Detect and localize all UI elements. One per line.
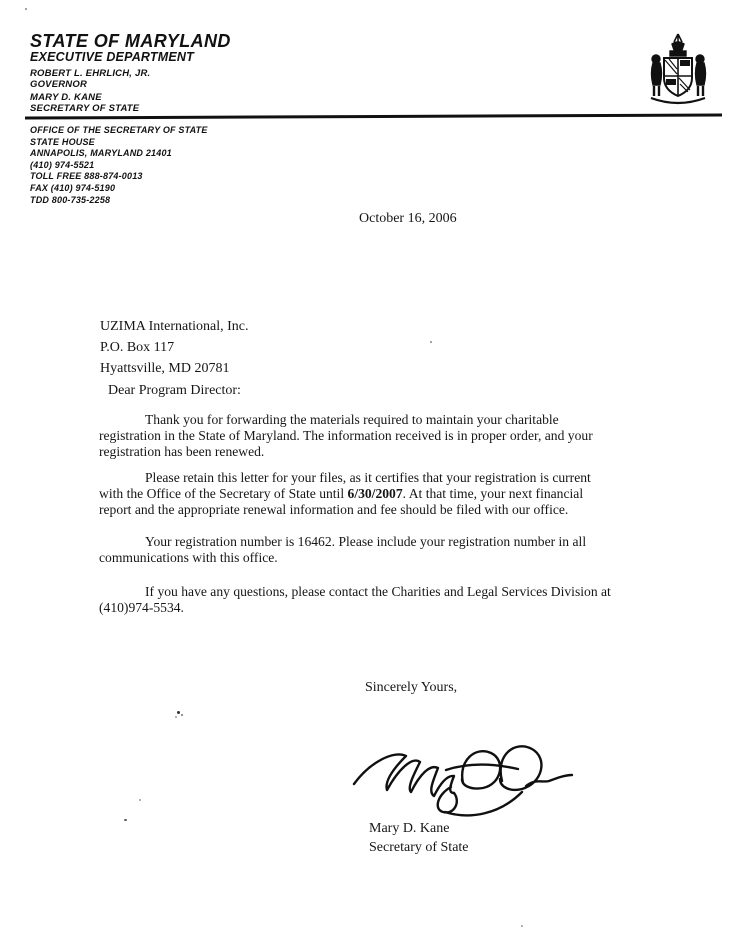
paragraph-1: Thank you for forwarding the materials required to maintain your charitable registration in the State of Maryland. The information received is in proper order, and your registration has been renewed.	[99, 412, 593, 459]
recipient-line: P.O. Box 117	[100, 340, 175, 355]
office-line: ANNAPOLIS, MARYLAND 21401	[30, 148, 172, 159]
office-line: (410) 974-5521	[30, 159, 95, 170]
office-address-block	[30, 125, 208, 206]
letterhead-divider	[25, 113, 722, 119]
scan-speck	[25, 8, 27, 10]
letterhead-secretary-title: SECRETARY OF STATE	[30, 103, 140, 114]
paragraph-2	[99, 470, 616, 518]
paragraph-2-text: . At that time, your next financial report and the appropriate renewal information and fee should be filed with our office.	[99, 485, 584, 517]
paragraph-2-text: Please retain this letter for your files, as it certifies that your registration is current with the Office of the Secretary of State until	[99, 470, 591, 501]
salutation: Dear Program Director:	[108, 383, 241, 398]
scan-speck	[175, 716, 177, 718]
office-line: TOLL FREE 888-874-0013	[30, 171, 143, 182]
recipient-address	[100, 316, 249, 379]
signer-title: Secretary of State	[369, 840, 469, 855]
scan-speck	[521, 925, 523, 927]
scan-speck	[430, 341, 432, 343]
renewal-date: 6/30/2007	[347, 485, 403, 501]
office-line: FAX (410) 974-5190	[30, 182, 116, 193]
letterhead-secretary-name: MARY D. KANE	[30, 92, 102, 103]
paragraph-3: Your registration number is 16462. Please include your registration number in all communications with this office.	[99, 534, 587, 565]
paragraph-4: If you have any questions, please contact the Charities and Legal Services Division at (410)974-5534.	[99, 584, 611, 615]
signer-block	[369, 819, 469, 857]
letterhead-governor-title: GOVERNOR	[30, 79, 88, 90]
office-line: OFFICE OF THE SECRETARY OF STATE	[30, 125, 208, 135]
office-line: STATE HOUSE	[30, 136, 95, 147]
letter-date: October 16, 2006	[359, 211, 457, 226]
scan-speck	[181, 714, 183, 716]
scan-speck	[139, 799, 141, 801]
scan-speck	[177, 711, 180, 714]
closing: Sincerely Yours,	[365, 680, 458, 695]
signature	[350, 726, 576, 822]
scan-speck	[124, 819, 127, 821]
signer-name: Mary D. Kane	[369, 821, 450, 836]
recipient-line: Hyattsville, MD 20781	[100, 361, 230, 376]
letterhead-state: STATE OF MARYLAND	[30, 31, 231, 51]
recipient-line: UZIMA International, Inc.	[100, 319, 249, 334]
letterhead-department: EXECUTIVE DEPARTMENT	[30, 50, 194, 64]
office-line: TDD 800-735-2258	[30, 194, 111, 205]
maryland-coat-of-arms-icon	[649, 32, 707, 106]
letterhead-governor-name: ROBERT L. EHRLICH, JR.	[30, 68, 151, 79]
